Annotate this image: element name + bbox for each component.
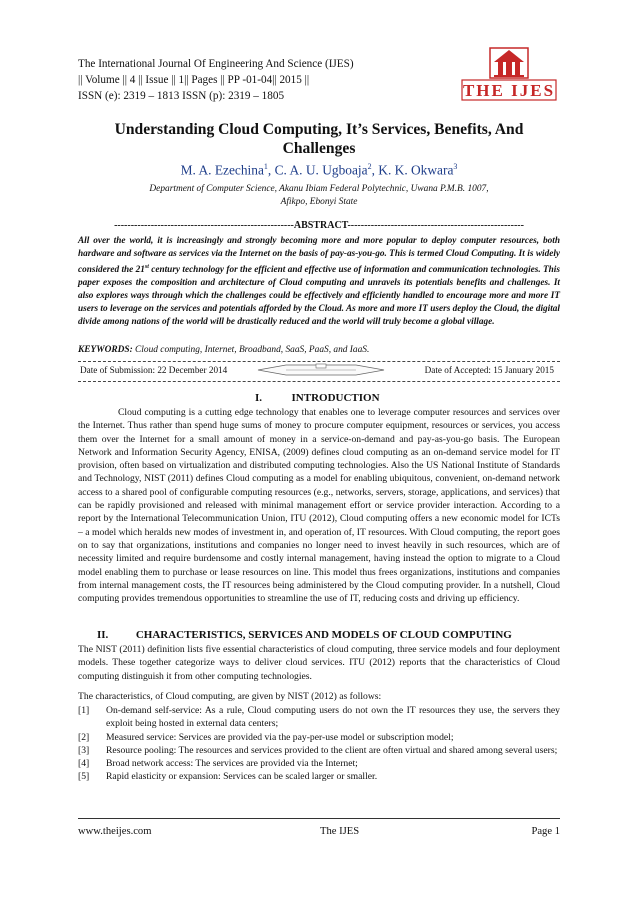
accepted-date: Date of Accepted: 15 January 2015 [424, 365, 554, 375]
footer-journal: The IJES [320, 826, 360, 837]
section-number: II. [97, 629, 109, 641]
divider [78, 381, 560, 382]
section-1-paragraph: Cloud computing is a cutting edge technology that enables one to leverage computer resources and services over the Internet. Thus rather than spend huge sums of money to procure computer equipment, resources or services, you access them over the Internet for a small amount of money in a service-on-demand and pay-as-you-go basis. The European Network and Information Security Agency, ENISA, (2009) defines cloud computing as an on-demand service model for IT provision, often based on virtualization and distributed computing technologies. Also the US National Institute of Standards and Technology, NIST (2011) defines Cloud computing as a model for enabling ubiquitous, convenient, on-demand network access to a shared pool of configurable computing resources (e.g., networks, servers, storage, applications, and services) that can be rapidly provisioned and released with minimal management effort or service provider interaction. According to a report by the International Telecommunication Union, ITU (2012), Cloud computing offers a new economic model for ICTs – a model which heralds new modes of investment in, and operation of, IT resources. With Cloud computing, the report goes on to say that organizations, institutions and companies no longer need to invest heavily in such resources, which are of necessity limited and require burdensome and costly internal management, having instead the option to migrate to a Cloud model enabling them to purchase or lease resources on line. This model thus frees organizations, institutions and companies from internal management costs, the IT resources being administered by the Cloud computing provider. In a nutshell, Cloud computing provides tremendous opportunities to streamline the use of IT, reducing costs and driving up efficiency. [78, 407, 560, 605]
list-item [78, 731, 560, 744]
list-text: On-demand self-service: As a rule, Cloud computing users do not own the IT resources they use, the servers they exploit being hosted in external data centers; [106, 705, 560, 730]
list-item [78, 757, 560, 770]
list-text: Rapid elasticity or expansion: Services can be scaled larger or smaller. [106, 771, 378, 783]
footer-divider [78, 818, 560, 819]
list-text: Measured service: Services are provided via the pay-per-use model or subscription model; [106, 731, 454, 743]
abstract-superscript: st [144, 264, 149, 270]
journal-info [78, 56, 418, 104]
affiliation [78, 183, 560, 209]
journal-volume: || Volume || 4 || Issue || 1|| Pages || PP -01-04|| 2015 || [78, 74, 310, 86]
author-name: K. K. Okwara [378, 162, 454, 178]
list-text: Resource pooling: The resources and services provided to the client are often virtual and shared among several users; [106, 744, 558, 756]
abstract-text: century technology for the efficient and effective use of information and communication technologies. This paper exposes the composition and architecture of Cloud computing and unravels its potentials benefits and challenges. It also explores ways through which the challenges could be effectively and efficiently handled to encourage more and more IT users to leverage on the services and potentials afforded by the Cloud. As more and more IT users deploy the Cloud, the digital divide among nations of the world will be drastically reduced and the world will truly become a global village. [78, 265, 560, 328]
journal-name: The International Journal Of Engineering And Science (IJES) [78, 58, 354, 70]
author-separator: , [267, 162, 275, 178]
journal-issn: ISSN (e): 2319 – 1813 ISSN (p): 2319 – 1805 [78, 90, 285, 102]
section-number: I. [255, 392, 263, 404]
abstract-body [78, 235, 560, 329]
affiliation-line: Department of Computer Science, Akanu Ibiam Federal Polytechnic, Uwana P.M.B. 1007, [149, 184, 489, 194]
keywords [78, 345, 560, 355]
list-item [78, 744, 560, 757]
paper-title: Understanding Cloud Computing, It’s Services, Benefits, And Challenges [114, 121, 524, 157]
footer-page-number: Page 1 [531, 826, 560, 837]
list-text: Broad network access: The services are provided via the Internet; [106, 758, 358, 770]
submission-date: Date of Submission: 22 December 2014 [80, 365, 228, 375]
ijes-logo [460, 46, 558, 102]
abstract-heading-row: ------------------------------------------------------ABSTRACT----------------------------------------------------- [114, 220, 524, 231]
author-affil-mark: 3 [453, 162, 458, 171]
characteristics-list [78, 704, 560, 784]
logo-text: THE IJES [462, 81, 556, 100]
list-number: [3] [78, 744, 90, 756]
author-name: M. A. Ezechina [180, 162, 264, 178]
footer-website-link[interactable]: www.theijes.com [78, 826, 152, 837]
list-number: [2] [78, 731, 90, 743]
section-2-heading [97, 629, 512, 641]
list-intro: The characteristics, of Cloud computing, are given by NIST (2012) as follows: [78, 691, 382, 702]
section-title: CHARACTERISTICS, SERVICES AND MODELS OF CLOUD COMPUTING [135, 629, 512, 641]
list-number: [5] [78, 771, 90, 783]
list-number: [1] [78, 705, 90, 716]
date-divider-ornament [256, 362, 386, 378]
affiliation-line: Afikpo, Ebonyi State [280, 197, 358, 207]
keywords-label: KEYWORDS: [78, 345, 133, 355]
list-item [78, 704, 560, 731]
section-2-paragraph: The NIST (2011) definition lists five essential characteristics of cloud computing, three service models and four deployment models. These together categorize ways to deliver cloud services. ITU (2012) reports that the characteristics of Cloud computing distinguish it from other computing technologies. [78, 644, 560, 682]
abstract-heading: ABSTRACT [293, 220, 348, 231]
list-number: [4] [78, 758, 90, 770]
section-1-heading [255, 392, 380, 404]
abstract-text: All over the world, it is increasingly and strongly becoming more and more popular to deploy computer resources, both hardware and software as services via the Internet on the basis of pay-as-you-go. This is termed Cloud Computing. It is widely considered the 21 [78, 236, 560, 276]
author-affil-mark: 1 [263, 162, 268, 171]
authors [78, 162, 560, 178]
author-separator: , [371, 162, 379, 178]
list-item [78, 770, 560, 783]
keywords-text: Cloud computing, Internet, Broadband, SaaS, PaaS, and IaaS. [132, 345, 370, 355]
author-name: C. A. U. Ugboaja [274, 162, 368, 178]
section-title: INTRODUCTION [291, 392, 380, 404]
author-affil-mark: 2 [367, 162, 372, 171]
